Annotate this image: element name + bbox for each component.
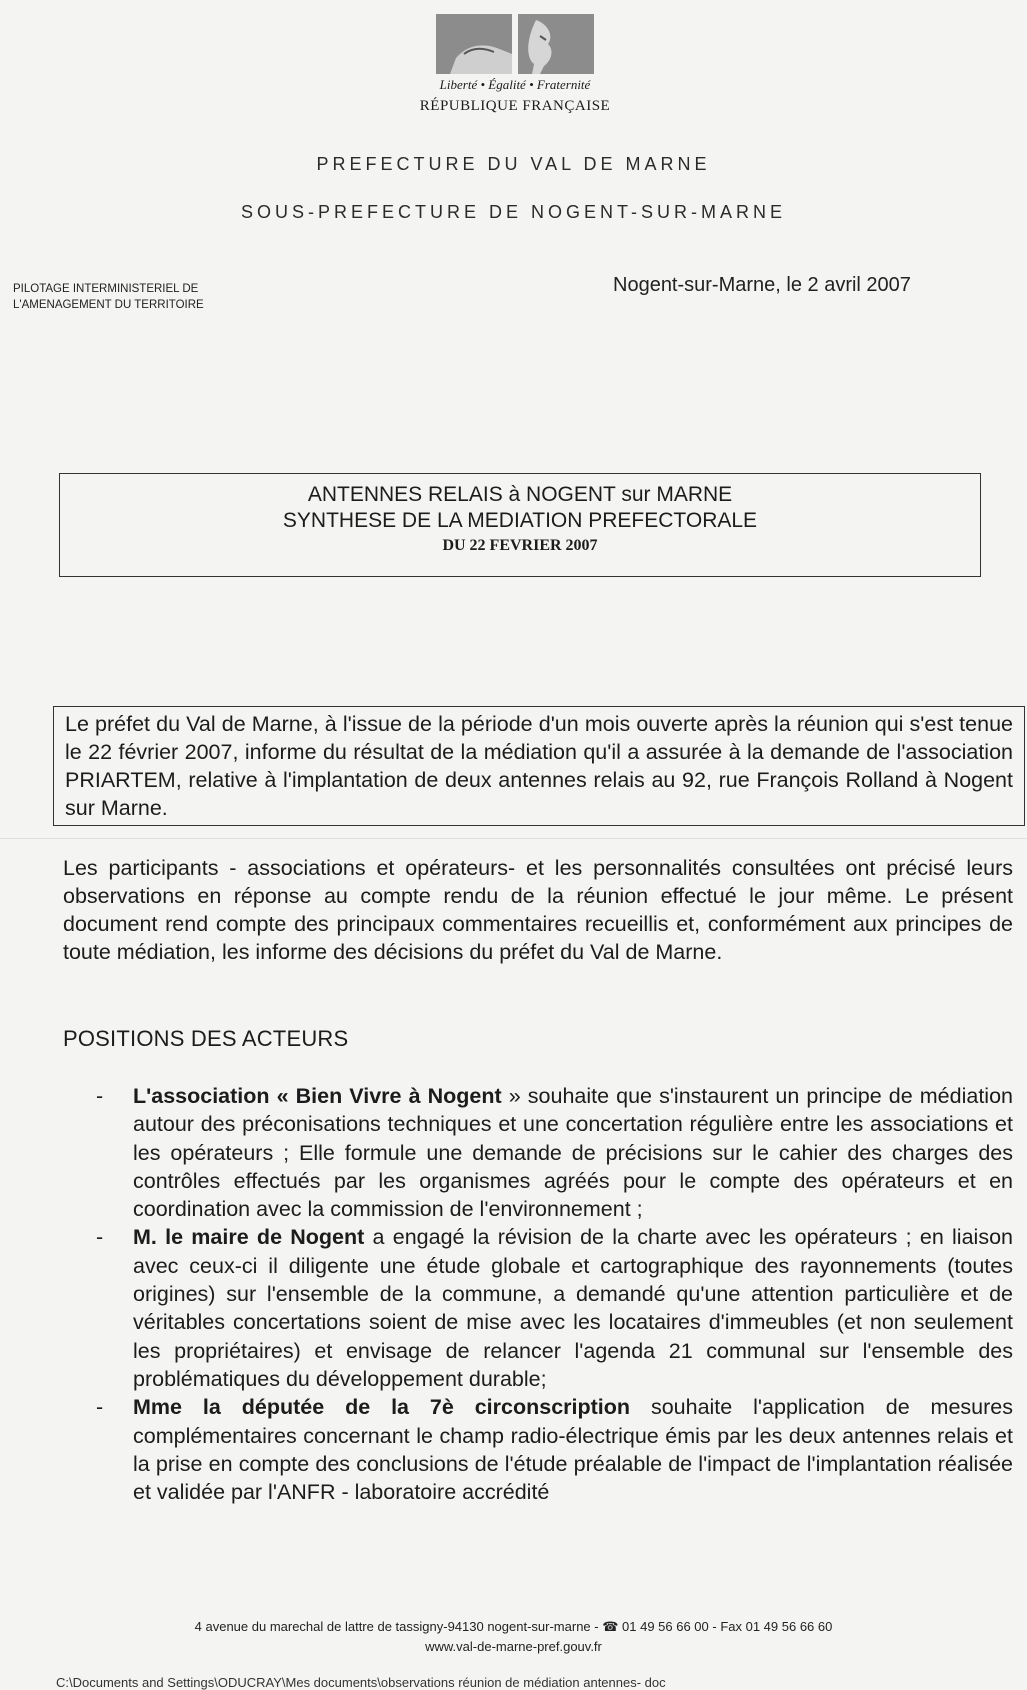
positions-list <box>96 1082 1013 1506</box>
motto: Liberté • Égalité • Fraternité <box>439 77 591 92</box>
sous-prefecture-label: SOUS-PREFECTURE DE NOGENT-SUR-MARNE <box>240 202 787 222</box>
file-path: C:\Documents and Settings\ODUCRAY\Mes documents\observations réunion de médiation antennes- doc <box>56 1675 666 1690</box>
prefecture-label: PREFECTURE DU VAL DE MARNE <box>316 154 711 174</box>
list-item <box>96 1393 1013 1506</box>
footer-website[interactable]: www.val-de-marne-pref.gouv.fr <box>425 1639 602 1654</box>
position-text: » souhaite que s'instaurent un principe de médiation autour des préconisations techniques et une concertation régulière entre les associations et les opérateurs ; Elle formule une demande de précisions sur le cahier des charges des contrôles effectués par les organismes agréés pour le compte des opérateurs et en coordination avec la commission de l'environnement ; <box>133 1084 1013 1222</box>
list-item <box>96 1082 1013 1223</box>
position-text: souhaite l'application de mesures complémentaires concernant le champ radio-électrique émis par les deux antennes relais et la prise en compte des conclusions de l'étude préalable de l'impact de l'implantation réalisée et validée par l'ANFR - laboratoire accrédité <box>133 1395 1013 1505</box>
marianne-logo <box>436 14 594 74</box>
body-paragraph: Les participants - associations et opérateurs- et les personnalités consultées ont précisé leurs observations en réponse au compte rendu de la réunion effectué le jour même. Le présent document rend compte des principaux commentaires recueillis et, conformément aux principes de toute médiation, les informe des décisions du préfet du Val de Marne. <box>63 856 1013 964</box>
title-line-1: ANTENNES RELAIS à NOGENT sur MARNE <box>307 483 733 506</box>
position-text: a engagé la révision de la charte avec les opérateurs ; en liaison avec ceux-ci il diligente une étude globale et cartographique des rayonnements (toutes origines) sur l'ensemble de la commune, a demandé qu'une attention particulière et de véritables concertations soient de mise avec les locataires d'immeubles (et non seulement les propriétaires) et envisage de relancer l'agenda 21 communal sur l'ensemble des problématiques du développement durable; <box>133 1225 1013 1391</box>
title-line-2: SYNTHESE DE LA MEDIATION PREFECTORALE <box>282 509 758 532</box>
section-heading: POSITIONS DES ACTEURS <box>63 1026 349 1051</box>
footer-address: 4 avenue du marechal de lattre de tassigny-94130 nogent-sur-marne - ☎ 01 49 56 66 00 - Fax 01 49 56 66 60 <box>194 1619 833 1634</box>
intro-paragraph: Le préfet du Val de Marne, à l'issue de la période d'un mois ouverte après la réunion qui s'est tenue le 22 février 2007, informe du résultat de la médiation qu'il a assurée à la demande de l'association PRIARTEM, relative à l'implantation de deux antennes relais au 92, rue François Rolland à Nogent sur Marne. <box>65 712 1013 820</box>
title-line-3: DU 22 FEVRIER 2007 <box>442 537 598 554</box>
document-date: Nogent-sur-Marne, le 2 avril 2007 <box>613 274 911 296</box>
republique-label: RÉPUBLIQUE FRANÇAISE <box>419 98 611 114</box>
actor-name: M. le maire de Nogent <box>133 1225 365 1250</box>
service-label <box>13 281 204 313</box>
service-line-1: PILOTAGE INTERMINISTERIEL DE <box>13 283 199 295</box>
list-item <box>96 1223 1013 1393</box>
service-line-2: L'AMENAGEMENT DU TERRITOIRE <box>13 299 204 311</box>
actor-name: Mme la députée de la 7è circonscription <box>133 1395 631 1420</box>
actor-name: L'association « Bien Vivre à Nogent <box>133 1084 502 1108</box>
scan-fold-line <box>0 838 1027 839</box>
